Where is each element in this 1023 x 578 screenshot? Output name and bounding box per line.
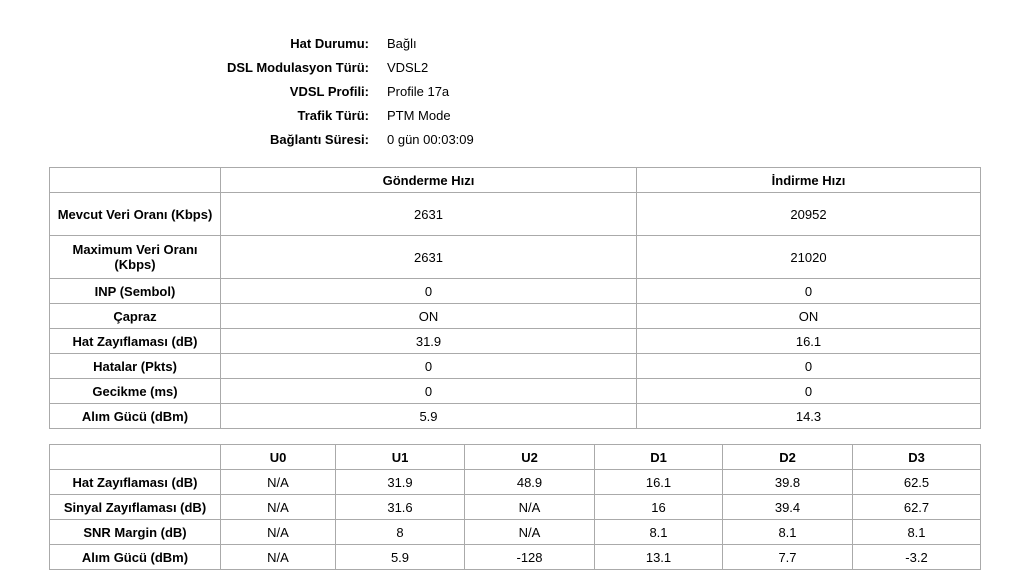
rates-table [49,167,981,429]
band-value: 13.1 [595,545,723,570]
row-label: Hatalar (Pkts) [50,354,221,379]
download-value: 0 [637,279,981,304]
header-cell-empty [50,168,221,193]
band-value: 31.6 [336,495,465,520]
download-value: 14.3 [637,404,981,429]
band-value: 62.5 [853,470,981,495]
upload-value: 2631 [221,193,637,236]
modulation-value: VDSL2 [387,60,429,75]
info-row-profile [0,80,1023,104]
table-row [50,520,981,545]
row-label: Hat Zayıflaması (dB) [50,470,221,495]
download-value: 16.1 [637,329,981,354]
upload-value: 2631 [221,236,637,279]
upload-value: 31.9 [221,329,637,354]
info-row-line-status [0,32,1023,56]
table-row [50,379,981,404]
table-row [50,354,981,379]
row-label: Maximum Veri Oranı (Kbps) [50,236,221,279]
band-value: N/A [221,545,336,570]
table-row [50,193,981,236]
download-value: 20952 [637,193,981,236]
table-row [50,279,981,304]
table-row [50,495,981,520]
band-value: 5.9 [336,545,465,570]
row-label: SNR Margin (dB) [50,520,221,545]
band-value: 39.8 [723,470,853,495]
row-label: Alım Gücü (dBm) [50,545,221,570]
modulation-label: DSL Modulasyon Türü: [226,60,369,75]
info-row-uptime [0,128,1023,152]
table-row [50,404,981,429]
band-value: 8.1 [853,520,981,545]
band-value: 7.7 [723,545,853,570]
row-label: Mevcut Veri Oranı (Kbps) [50,193,221,236]
download-value: 0 [637,379,981,404]
band-table [49,444,981,570]
header-d3: D3 [853,445,981,470]
band-value: 31.9 [336,470,465,495]
band-value: 48.9 [465,470,595,495]
band-value: N/A [465,520,595,545]
upload-value: 5.9 [221,404,637,429]
band-value: 8 [336,520,465,545]
band-value: 16.1 [595,470,723,495]
header-u1: U1 [336,445,465,470]
profile-label: VDSL Profili: [289,84,369,99]
line-status-info [0,32,1023,152]
band-value: -128 [465,545,595,570]
traffic-type-label: Trafik Türü: [297,108,369,123]
band-value: N/A [221,470,336,495]
profile-value: Profile 17a [387,84,450,99]
download-value: 0 [637,354,981,379]
band-value: 62.7 [853,495,981,520]
download-value: ON [637,304,981,329]
band-value: N/A [221,495,336,520]
band-value: 39.4 [723,495,853,520]
upload-value: ON [221,304,637,329]
table-row [50,236,981,279]
band-value: -3.2 [853,545,981,570]
upload-value: 0 [221,354,637,379]
header-d1: D1 [595,445,723,470]
table-row [50,470,981,495]
row-label: Alım Gücü (dBm) [50,404,221,429]
traffic-type-value: PTM Mode [387,108,451,123]
band-value: 8.1 [723,520,853,545]
band-value: N/A [221,520,336,545]
header-d2: D2 [723,445,853,470]
line-status-label: Hat Durumu: [290,36,369,51]
line-status-value: Bağlı [387,36,417,51]
row-label: Gecikme (ms) [50,379,221,404]
table-header-row [50,168,981,193]
band-value: 8.1 [595,520,723,545]
upload-value: 0 [221,379,637,404]
table-row [50,329,981,354]
header-download-rate: İndirme Hızı [637,168,981,193]
table-header-row [50,445,981,470]
header-u0: U0 [221,445,336,470]
info-row-traffic-type [0,104,1023,128]
header-upload-rate: Gönderme Hızı [221,168,637,193]
band-value: 16 [595,495,723,520]
band-value: N/A [465,495,595,520]
download-value: 21020 [637,236,981,279]
header-u2: U2 [465,445,595,470]
row-label: Sinyal Zayıflaması (dB) [50,495,221,520]
table-row [50,545,981,570]
header-cell-empty [50,445,221,470]
uptime-value: 0 gün 00:03:09 [387,132,474,147]
row-label: INP (Sembol) [50,279,221,304]
table-row [50,304,981,329]
info-row-modulation [0,56,1023,80]
row-label: Hat Zayıflaması (dB) [50,329,221,354]
uptime-label: Bağlantı Süresi: [270,132,369,147]
row-label: Çapraz [50,304,221,329]
upload-value: 0 [221,279,637,304]
